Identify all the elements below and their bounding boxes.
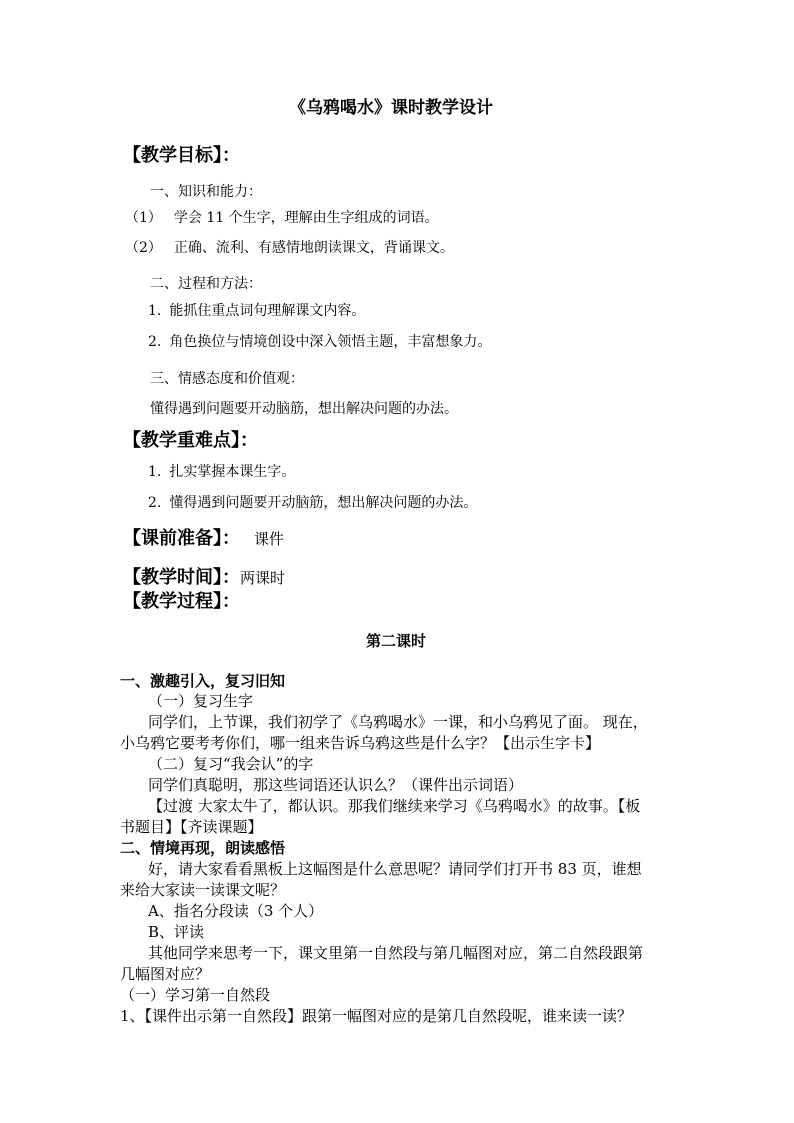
part1-paragraph-1-line-2: 小乌鸦它要考考你们，哪一组来告诉乌鸦这些是什么字？【出示生字卡】 — [120, 734, 601, 752]
process-heading: 二、过程和方法： — [150, 276, 262, 292]
item-text: 扎实掌握本课生字。 — [169, 464, 296, 480]
key-point-item-1 — [148, 464, 295, 481]
item-text: 懂得遇到问题要开动脑筋，想出解决问题的办法。 — [169, 495, 478, 511]
item-number: 2. — [148, 495, 162, 511]
part1-sub1: （一）复习生字 — [148, 692, 254, 710]
item-number: 2. — [148, 334, 162, 350]
process-item-1 — [148, 303, 365, 320]
teaching-time-value: 两课时 — [240, 569, 286, 587]
part2-paragraph-2-line-1: 其他同学来思考一下，课文里第一自然段与第几幅图对应，第二自然段跟第 — [148, 944, 644, 962]
item-text: 正确、流利、有感情地朗读课文，背诵课文。 — [173, 240, 454, 256]
emotion-heading: 三、情感态度和价值观： — [150, 371, 304, 387]
part1-paragraph-1-line-1: 同学们，上节课，我们初学了《乌鸦喝水》一课，和小乌鸦见了面。 现在， — [148, 713, 648, 731]
part1-paragraph-2: 同学们真聪明，那这些词语还认识么？（课件出示词语） — [148, 776, 524, 794]
part1-paragraph-3-line-1: 【过渡 大家太牛了，都认识。那我们继续来学习《乌鸦喝水》的故事。【板 — [148, 797, 641, 815]
preparation-value: 课件 — [254, 530, 285, 548]
part2-paragraph-1-line-2: 来给大家读一读课文呢？ — [120, 881, 286, 899]
part2-item-b: B、评读 — [148, 923, 205, 941]
item-number: （1） — [125, 210, 162, 226]
item-number: （2） — [125, 240, 162, 256]
item-number: 1. — [148, 464, 162, 480]
preparation-heading — [123, 528, 284, 550]
key-points-heading: 【教学重难点】： — [123, 430, 258, 451]
item-number: 1. — [148, 303, 162, 319]
part2-item-1: 1、【课件出示第一自然段】跟第一幅图对应的是第几自然段呢，谁来读一读？ — [120, 1007, 633, 1025]
item-text: 能抓住重点词句理解课文内容。 — [169, 303, 366, 319]
teaching-process-heading: 【教学过程】： — [123, 591, 240, 612]
teaching-time-heading — [123, 567, 285, 589]
objectives-heading: 【教学目标】： — [123, 145, 240, 166]
lesson-title: 第二课时 — [366, 632, 427, 650]
part2-item-a: A、指名分段读（3 个人） — [148, 902, 324, 920]
knowledge-heading: 一、知识和能力： — [150, 184, 262, 200]
part1-sub2: （二）复习“我会认”的字 — [148, 755, 314, 773]
item-text: 角色换位与情境创设中深入领悟主题，丰富想象力。 — [169, 334, 492, 350]
knowledge-item-1 — [125, 210, 439, 227]
process-item-2 — [148, 334, 491, 351]
part1-heading: 一、激趣引入，复习旧知 — [120, 672, 286, 690]
knowledge-item-2 — [125, 240, 454, 257]
teaching-time-label: 【教学时间】： — [123, 567, 240, 588]
item-text: 学会 11 个生字，理解由生字组成的词语。 — [173, 210, 439, 226]
preparation-label: 【课前准备】： — [123, 528, 240, 549]
part1-paragraph-3-line-2: 书题目】【齐读课题】 — [120, 818, 263, 836]
emotion-text: 懂得遇到问题要开动脑筋，想出解决问题的办法。 — [150, 401, 458, 417]
part2-sub1: （一）学习第一自然段 — [120, 986, 271, 1004]
page-title: 《乌鸦喝水》课时教学设计 — [289, 98, 493, 118]
key-point-item-2 — [148, 495, 477, 512]
part2-paragraph-2-line-2: 几幅图对应？ — [120, 965, 211, 983]
part2-paragraph-1-line-1: 好，请大家看看黑板上这幅图是什么意思呢？请同学们打开书 83 页，谁想 — [148, 860, 642, 878]
part2-heading: 二、情境再现，朗读感悟 — [120, 839, 286, 857]
